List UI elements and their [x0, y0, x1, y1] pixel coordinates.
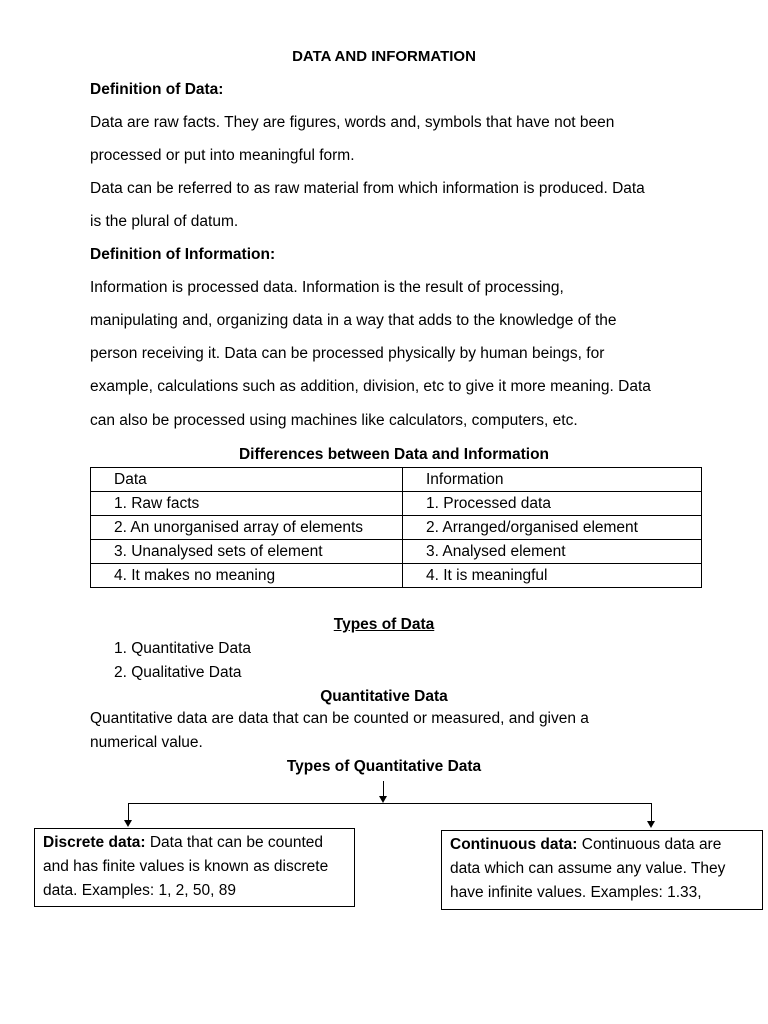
- continuous-data-box: [441, 830, 763, 910]
- discrete-data-box: [34, 828, 355, 907]
- connector-line-horizontal: [128, 803, 652, 804]
- table-cell: 1. Raw facts: [91, 492, 403, 516]
- information-paragraph-line: can also be processed using machines like calculators, computers, etc.: [90, 412, 578, 429]
- information-paragraph-line: manipulating and, organizing data in a way that adds to the knowledge of the: [90, 312, 617, 329]
- data-paragraph-line: is the plural of datum.: [90, 213, 239, 230]
- table-cell: 4. It is meaningful: [403, 564, 702, 588]
- continuous-data-text: Continuous data are: [577, 836, 722, 853]
- types-list-item: 1. Quantitative Data: [114, 640, 251, 657]
- quantitative-data-heading: Quantitative Data: [320, 688, 448, 705]
- arrow-down-icon: [647, 821, 655, 828]
- data-paragraph-line: Data are raw facts. They are figures, words and, symbols that have not been: [90, 114, 615, 131]
- quantitative-paragraph-line: Quantitative data are data that can be counted or measured, and given a: [90, 710, 589, 727]
- table-header-cell: Information: [403, 468, 702, 492]
- table-row: [91, 492, 702, 516]
- document-title: DATA AND INFORMATION: [292, 48, 476, 65]
- table-cell: 2. An unorganised array of elements: [91, 516, 403, 540]
- table-row: [91, 564, 702, 588]
- definition-of-information-heading: Definition of Information:: [90, 246, 276, 263]
- table-cell: 4. It makes no meaning: [91, 564, 403, 588]
- table-row: [91, 540, 702, 564]
- discrete-data-text: data. Examples: 1, 2, 50, 89: [43, 882, 237, 899]
- discrete-data-text: and has finite values is known as discrete: [43, 858, 329, 875]
- data-paragraph-line: processed or put into meaningful form.: [90, 147, 355, 164]
- table-cell: 2. Arranged/organised element: [403, 516, 702, 540]
- table-header-row: [91, 468, 702, 492]
- data-paragraph-line: Data can be referred to as raw material from which information is produced. Data: [90, 180, 645, 197]
- table-cell: 3. Unanalysed sets of element: [91, 540, 403, 564]
- continuous-data-text: have infinite values. Examples: 1.33,: [450, 884, 702, 901]
- types-of-data-heading: Types of Data: [333, 616, 435, 633]
- connector-line-left: [128, 803, 129, 821]
- table-header-cell: Data: [91, 468, 403, 492]
- definition-of-data-heading: Definition of Data:: [90, 81, 224, 98]
- table-cell: 3. Analysed element: [403, 540, 702, 564]
- connector-line-right: [651, 803, 652, 822]
- information-paragraph-line: person receiving it. Data can be processed physically by human beings, for: [90, 345, 605, 362]
- continuous-data-text: data which can assume any value. They: [450, 860, 726, 877]
- table-cell: 1. Processed data: [403, 492, 702, 516]
- discrete-data-label: Discrete data:: [43, 834, 146, 851]
- information-paragraph-line: example, calculations such as addition, division, etc to give it more meaning. Data: [90, 378, 651, 395]
- arrow-down-icon: [379, 796, 387, 803]
- quantitative-paragraph-line: numerical value.: [90, 734, 203, 751]
- connector-line-center: [383, 781, 384, 797]
- continuous-data-label: Continuous data:: [450, 836, 578, 853]
- differences-heading: Differences between Data and Information: [238, 446, 550, 463]
- types-list-item: 2. Qualitative Data: [114, 664, 242, 681]
- table-row: [91, 516, 702, 540]
- arrow-down-icon: [124, 820, 132, 827]
- discrete-data-text: Data that can be counted: [145, 834, 324, 851]
- information-paragraph-line: Information is processed data. Information is the result of processing,: [90, 279, 564, 296]
- differences-table: [90, 467, 702, 588]
- types-of-quantitative-data-heading: Types of Quantitative Data: [286, 758, 482, 775]
